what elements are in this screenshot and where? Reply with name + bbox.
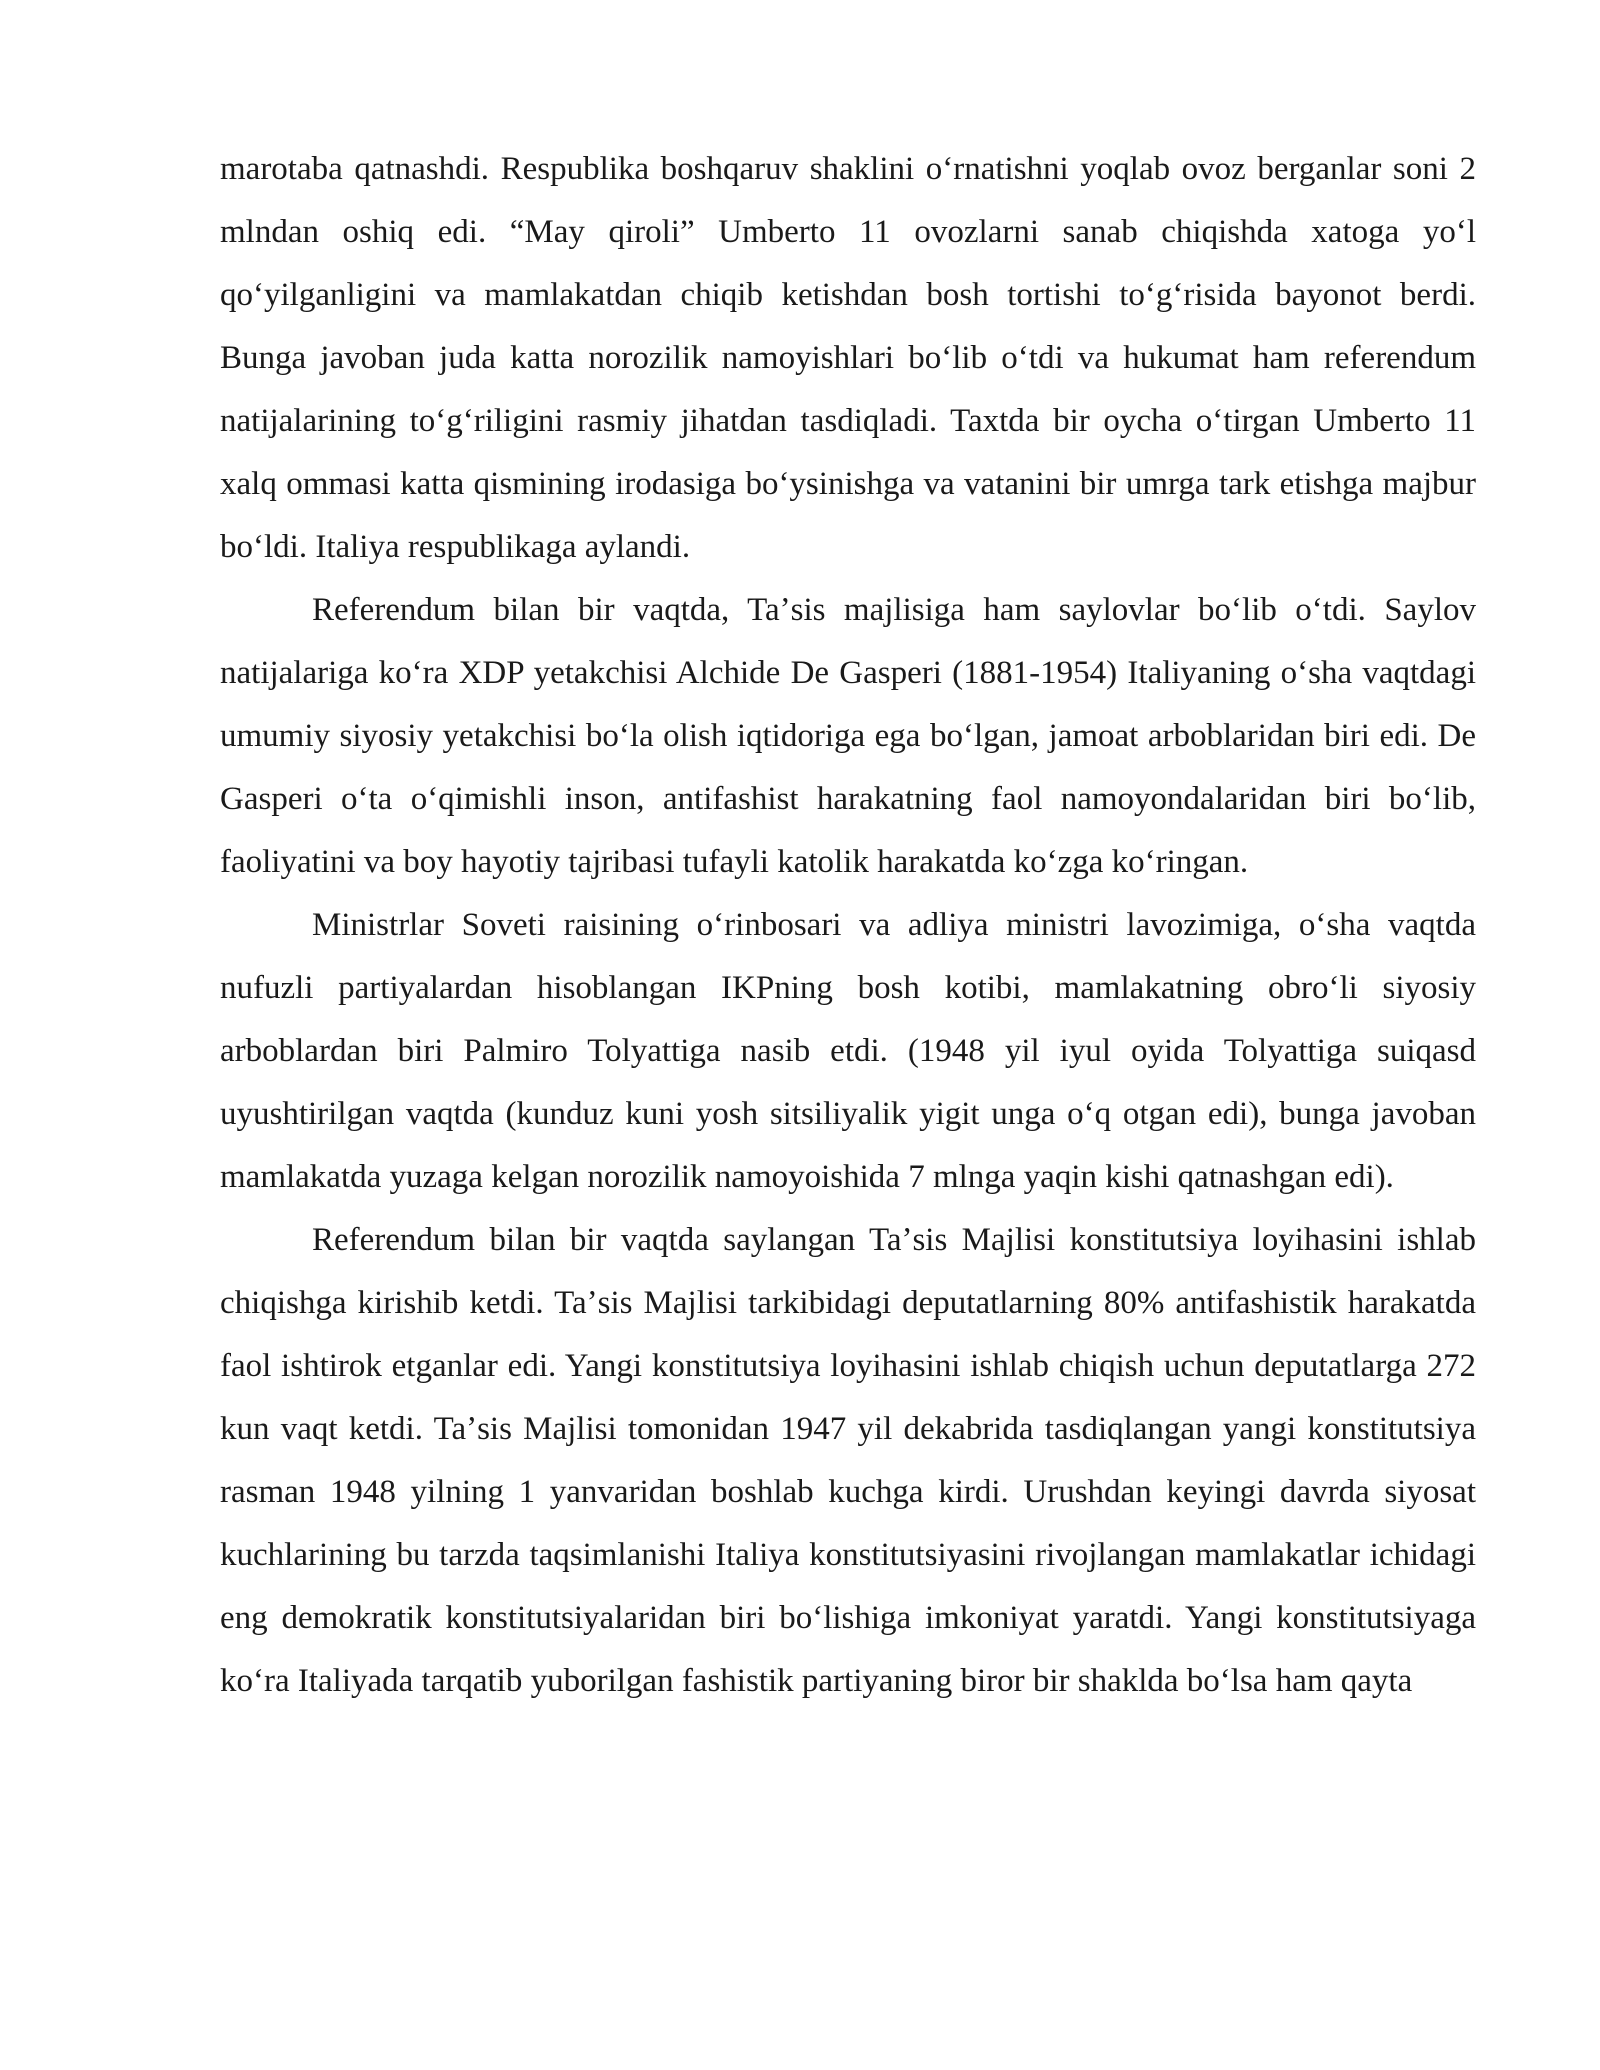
body-text bbox=[220, 138, 1476, 1713]
paragraph-4: Referendum bilan bir vaqtda saylangan Taʼsis Majlisi konstitutsiya loyihasini ishlab chiqishga kirishib ketdi. Taʼsis Majlisi tarkibidagi deputatlarning 80% antifashistik harakatda faol ishtirok etganlar edi. Yangi konstitutsiya loyihasini ishlab chiqish uchun deputatlarga 272 kun vaqt ketdi. Taʼsis Majlisi tomonidan 1947 yil dekabrida tasdiqlangan yangi konstitutsiya rasman 1948 yilning 1 yanvaridan boshlab kuchga kirdi. Urushdan keyingi davrda siyosat kuchlarining bu tarzda taqsimlanishi Italiya konstitutsiyasini rivojlangan mamlakatlar ichidagi eng demokratik konstitutsiyalaridan biri boʻlishiga imkoniyat yaratdi. Yangi konstitutsiyaga koʻra Italiyada tarqatib yuborilgan fashistik partiyaning biror bir shaklda boʻlsa ham qayta bbox=[220, 1222, 1476, 1699]
paragraph-3: Ministrlar Soveti raisining oʻrinbosari va adliya ministri lavozimiga, oʻsha vaqtda nufuzli partiyalardan hisoblangan IKPning bosh kotibi, mamlakatning obroʻli siyosiy arboblardan biri Palmiro Tolyattiga nasib etdi. (1948 yil iyul oyida Tolyattiga suiqasd uyushtirilgan vaqtda (kunduz kuni yosh sitsiliyalik yigit unga oʻq otgan edi), bunga javoban mamlakatda yuzaga kelgan norozilik namoyoishida 7 mlnga yaqin kishi qatnashgan edi). bbox=[220, 907, 1476, 1195]
paragraph-1: marotaba qatnashdi. Respublika boshqaruv shaklini oʻrnatishni yoqlab ovoz berganlar soni 2 mlndan oshiq edi. “May qiroli” Umberto 11 ovozlarni sanab chiqishda xatoga yoʻl qoʻyilganligini va mamlakatdan chiqib ketishdan bosh tortishi toʻgʻrisida bayonot berdi. Bunga javoban juda katta norozilik namoyishlari boʻlib oʻtdi va hukumat ham referendum natijalarining toʻgʻriligini rasmiy jihatdan tasdiqladi. Taxtda bir oycha oʻtirgan Umberto 11 xalq ommasi katta qismining irodasiga boʻysinishga va vatanini bir umrga tark etishga majbur boʻldi. Italiya respublikaga aylandi. bbox=[220, 151, 1476, 565]
paragraph-2: Referendum bilan bir vaqtda, Taʼsis majlisiga ham saylovlar boʻlib oʻtdi. Saylov natijalariga koʻra XDP yetakchisi Alchide De Gasperi (1881-1954) Italiyaning oʻsha vaqtdagi umumiy siyosiy yetakchisi boʻla olish iqtidoriga ega boʻlgan, jamoat arboblaridan biri edi. De Gasperi oʻta oʻqimishli inson, antifashist harakatning faol namoyondalaridan biri boʻlib, faoliyatini va boy hayotiy tajribasi tufayli katolik harakatda koʻzga koʻringan. bbox=[220, 592, 1476, 880]
